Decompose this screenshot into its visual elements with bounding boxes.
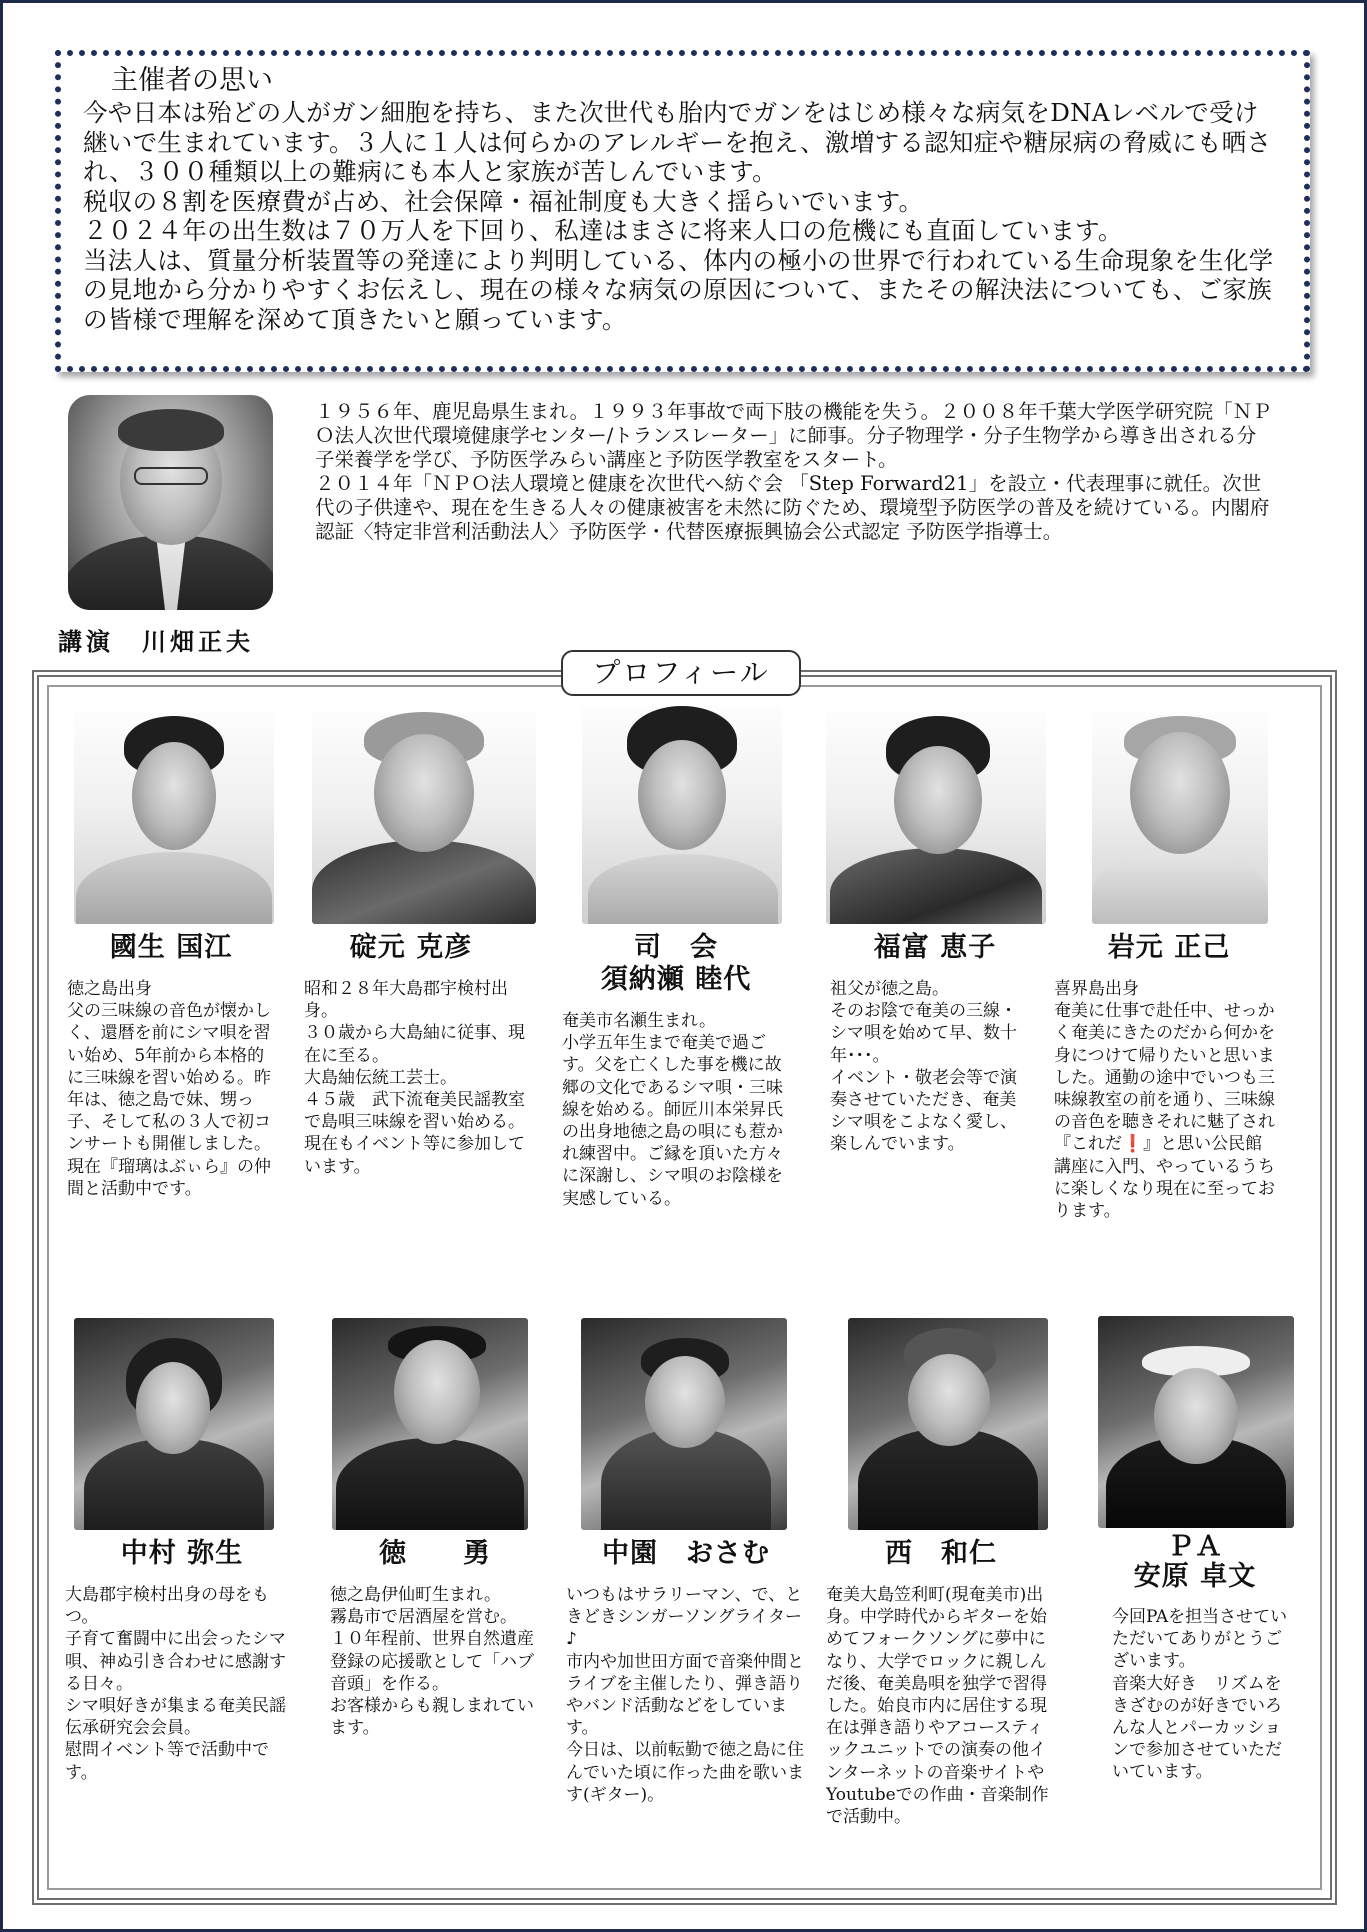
profile-bio: 喜界島出身 奄美に仕事で赴任中、せっかく奄美にきたのだから何かを身につけて帰りたいと思いました。通勤の途中でいつも三味線教室の前を通り、三味線の音色を聴きそれに魅了され『これだ❗』と思い公民館講座に入門、やっているうちに楽しくなり現在に至っております。 [1054, 979, 1275, 1222]
profile-card-ikarimoto [300, 712, 525, 1178]
profile-photo [582, 706, 782, 924]
lecturer-hair [118, 409, 224, 451]
profile-photo [74, 712, 274, 924]
organizer-message-paragraph-2: 税収の８割を医療費が占め、社会保障・福祉制度も大きく揺らいでいます。 [83, 186, 924, 216]
profile-title: プロフィール [561, 650, 801, 696]
organizer-message-box [55, 50, 1310, 372]
lecturer-glasses [134, 467, 208, 485]
profile-name: 西 和仁 [885, 1538, 997, 1569]
profile-name: 司 会 須納瀬 睦代 [600, 932, 752, 995]
profile-bio: 今回PAを担当させていただいてありがとうございます。 音楽大好き リズムをきざむのが好きでいろんな人とパーカッションで参加させていただいています。 [1112, 1607, 1288, 1783]
profile-bio: 奄美大島笠利町(現奄美市)出身。中学時代からギターを始めてフォークソングに夢中になり、大学でロックに親しんだ後、奄美島唄を独学で習得した。始良市内に居住する現在は弾き語りやアコースティックユニットでの演奏の他インターネットの音楽サイトやYoutubeでの作曲・音楽制作で活動中。 [826, 1585, 1049, 1828]
profile-photo [332, 1318, 528, 1530]
profile-photo [848, 1318, 1048, 1530]
profile-name: 國生 国江 [109, 932, 233, 963]
profile-card-yasuhara [1090, 1316, 1300, 1784]
lecturer-caption: 講演 川畑正夫 [58, 627, 254, 656]
profile-bio: 大島郡宇検村出身の母をもつ。 子育て奮闘中に出会ったシマ唄、神ぬ引き合わせに感謝する日々。 シマ唄好きが集まる奄美民謡伝承研究会会員。 慰問イベント等で活動中です。 [65, 1585, 286, 1783]
profile-name: 岩元 正己 [1107, 932, 1231, 963]
profile-name: 徳 勇 [379, 1538, 491, 1569]
profile-name: 碇元 克彦 [349, 932, 473, 963]
profile-bio: いつもはサラリーマン、で、ときどきシンガーソングライター♪ 市内や加世田方面で音楽仲間とライブを主催したり、弾き語りやバンド活動などをしています。 今日は、以前転勤で徳之島に住んでいた頃に作った曲を歌います(ギター)。 [566, 1585, 804, 1805]
profile-card-sunose [560, 706, 792, 1210]
profile-name: 中園 おさむ [602, 1538, 770, 1569]
profile-bio: 昭和２８年大島郡宇検村出身。 ３０歳から大島紬に従事、現在に至る。 大島紬伝統工芸士。 ４５歳 武下流奄美民謡教室で島唄三味線を習い始める。現在もイベント等に参加しています。 [304, 979, 525, 1177]
profile-photo [1092, 712, 1268, 924]
lecturer-bio-paragraph-2: ２０１４年「ＮＰＯ法人環境と健康を次世代へ紡ぐ会 「Step Forward21」を設立・代表理事に就任。次世代の子供達や、現在を生きる人々の健康被害を未然に防ぐため、環境型予防医学の普及を続けている。内閣府認証〈特定非営利活動法人〉予防医学・代替医療振興協会公式認定 予防医学指導士。 [315, 472, 1270, 543]
profile-name: ＰＡ 安原 卓文 [1133, 1531, 1257, 1592]
profile-photo [312, 712, 536, 924]
profile-photo [74, 1318, 274, 1530]
profile-card-iwamoto [1054, 712, 1284, 1222]
lecturer-bio-paragraph-1: １９５６年、鹿児島県生まれ。１９９３年事故で両下肢の機能を失う。２００８年千葉大学医学研究院「ＮＰＯ法人次世代環境健康学センター/トランスレーター」に師事。分子物理学・分子生物学から導き出される分子栄養学を学び、予防医学みらい講座と予防医学教室をスタート。 [315, 400, 1272, 471]
profile-bio: 徳之島出身 父の三味線の音色が懐かしく、還暦を前にシマ唄を習い始め、5年前から本格的に三味線を習い始める。昨年は、徳之島で妹、甥っ子、そして私の３人で初コンサートも開催しました。現在『瑠璃はぶぃら』の仲間と活動中です。 [67, 979, 271, 1199]
profile-photo [826, 712, 1046, 924]
profile-photo [1098, 1316, 1294, 1528]
lecturer-bio [315, 400, 1275, 544]
profile-card-fukutomi [822, 712, 1048, 1156]
profile-name: 中村 弥生 [120, 1538, 244, 1569]
organizer-message-paragraph-1: 今や日本は殆どの人がガン細胞を持ち、また次世代も胎内でガンをはじめ様々な病気をDNAレベルで受け継いで生まれています。３人に１人は何らかのアレルギーを抱え、激増する認知症や糖尿病の脅威にも晒され、３００種類以上の難病にも本人と家族が苦しんでいます。 [83, 98, 1272, 186]
organizer-message-heading: 主催者の思い [111, 65, 273, 96]
profile-card-kokusho [62, 712, 280, 1200]
lecturer-photo [68, 395, 273, 610]
profile-name: 福富 恵子 [873, 932, 997, 963]
profile-card-toku [330, 1318, 540, 1739]
profile-photo [581, 1318, 787, 1530]
organizer-message-paragraph-3: ２０２４年の出生数は７０万人を下回り、私達はまさに将来人口の危機にも直面しています。 [83, 216, 1123, 245]
profile-bio: 徳之島伊仙町生まれ。 霧島市で居酒屋を営む。 １０年程前、世界自然遺産登録の応援歌として「ハブ音頭」を作る。 お客様からも親しまれています。 [330, 1585, 534, 1739]
profile-bio: 奄美市名瀬生まれ。 小学五年生まで奄美で過ごす。父を亡くした事を機に故郷の文化であるシマ唄・三味線を始める。師匠川本栄昇氏の出身地徳之島の唄にも惹かれ練習中。ご縁を頂いた方々に深謝し、シマ唄のお陰様を実感している。 [562, 1011, 783, 1209]
profile-bio: 祖父が徳之島。 そのお陰で奄美の三線・シマ唄を始めて早、数十年･･･。 イベント・敬老会等で演奏させていただき、奄美シマ唄をこよなく愛し、楽しんでいます。 [830, 979, 1017, 1155]
organizer-message-paragraph-4: 当法人は、質量分析装置等の発達により判明している、体内の極小の世界で行われている生命現象を生化学の見地から分かりやすくお伝えし、現在の様々な病気の原因について、またその解決法についても、ご家族の皆様で理解を深めて頂きたいと願っています。 [83, 245, 1274, 334]
profile-card-nakazono [566, 1318, 806, 1806]
profile-card-nakamura [62, 1318, 302, 1784]
profile-card-nishi [826, 1318, 1056, 1828]
